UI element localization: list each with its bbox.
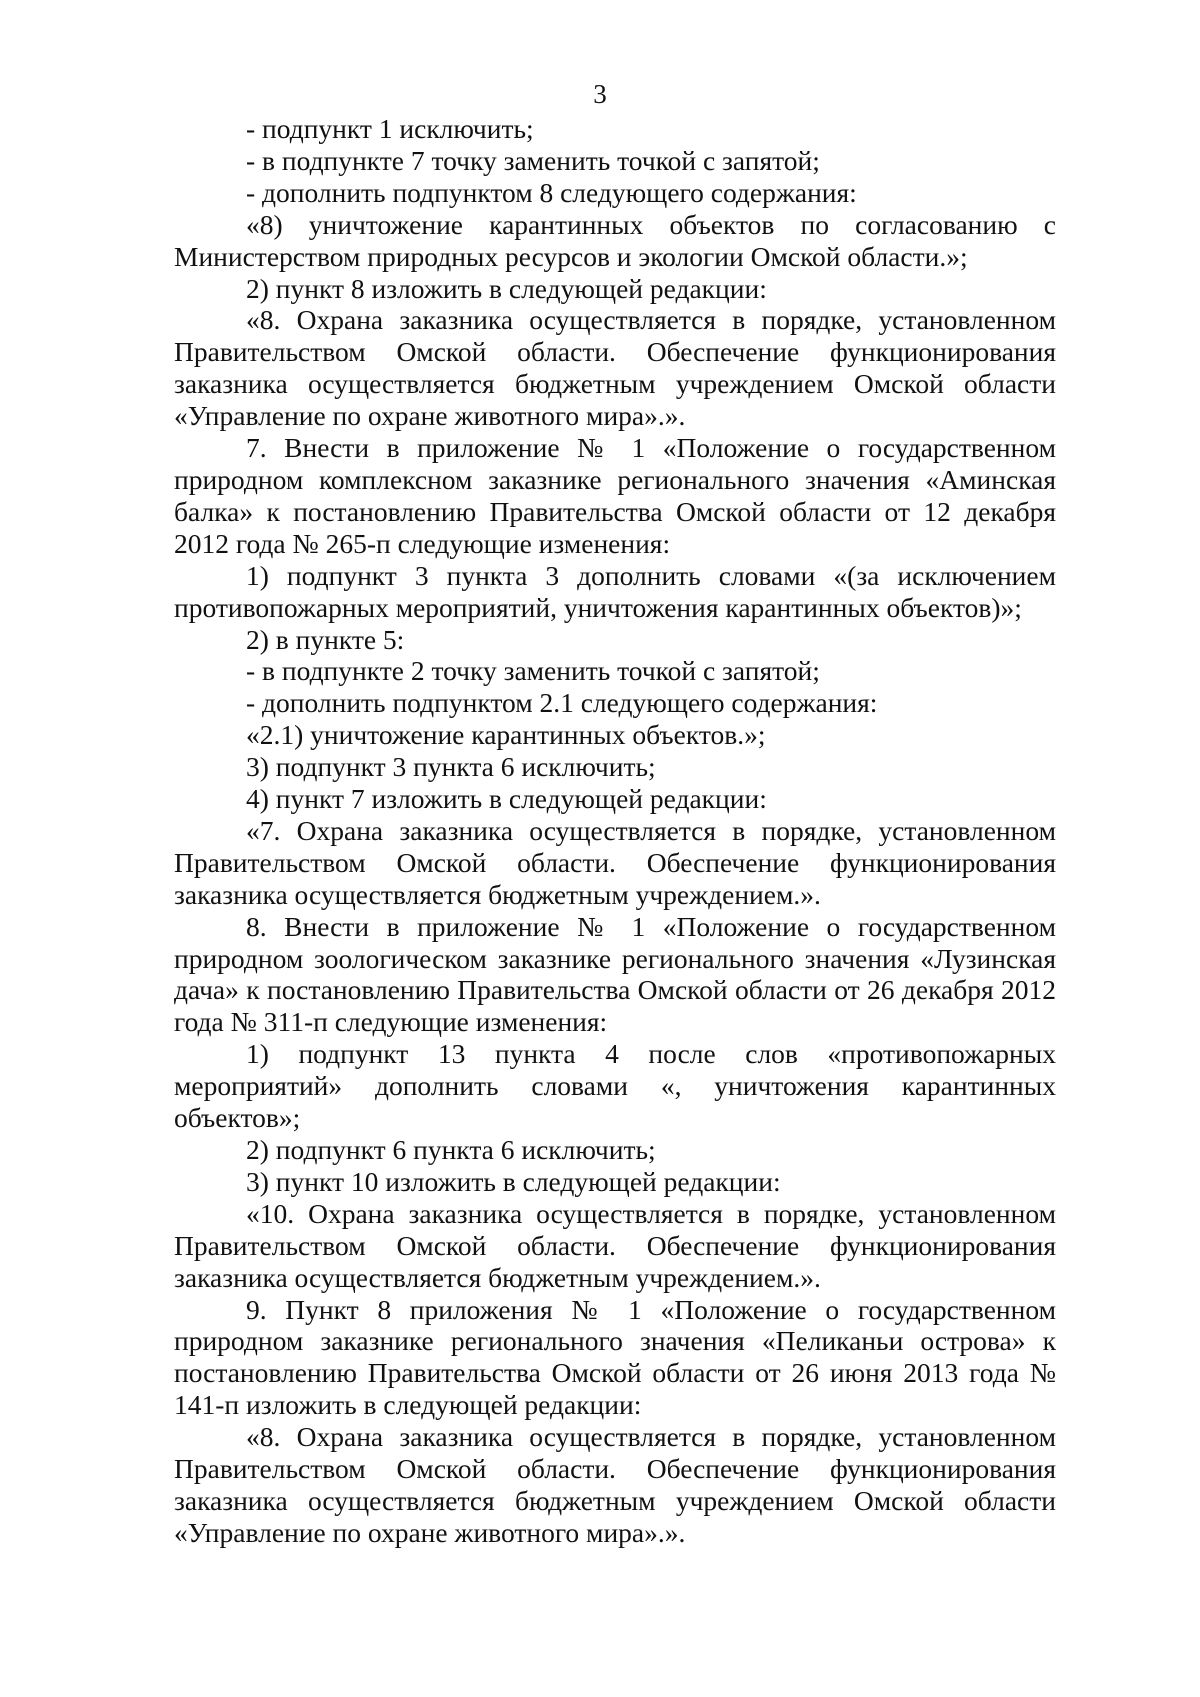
- paragraph-2: - в подпункте 7 точку заменить точкой с запятой;: [246, 144, 820, 176]
- paragraph-3: - дополнить подпунктом 8 следующего содержания:: [246, 176, 857, 208]
- paragraph-14: 4) пункт 7 изложить в следующей редакции:: [246, 783, 767, 815]
- paragraph-19: 3) пункт 10 изложить в следующей редакции:: [246, 1165, 781, 1197]
- paragraph-20: «10. Охрана заказника осуществляется в порядке, установленном Правительством Омской области. Обеспечение функционирования заказника осуществляется бюджетным учреждением.».: [174, 1197, 1056, 1293]
- paragraph-22: «8. Охрана заказника осуществляется в порядке, установленном Правительством Омской области. Обеспечение функционирования заказника осуществляется бюджетным учреждением Омской области «Управление по охране животного мира».».: [174, 1421, 1056, 1548]
- paragraph-7: 7. Внести в приложение № 1 «Положение о государственном природном комплексном заказнике регионального значения «Аминская балка» к постановлению Правительства Омской области от 12 декабря 2012 года № 265-п следующие изменения:: [174, 432, 1056, 559]
- paragraph-16: 8. Внести в приложение № 1 «Положение о государственном природном зоологическом заказнике регионального значения «Лузинская дача» к постановлению Правительства Омской области от 26 декабря 2012 года № 311-п следующие изменения:: [174, 910, 1056, 1038]
- paragraph-13: 3) подпункт 3 пункта 6 исключить;: [246, 751, 656, 783]
- paragraph-8: 1) подпункт 3 пункта 3 дополнить словами «(за исключением противопожарных мероприятий, уничтожения карантинных объектов)»;: [174, 559, 1056, 623]
- paragraph-4: «8) уничтожение карантинных объектов по согласованию с Министерством природных ресурсов и экологии Омской области.»;: [174, 208, 1056, 272]
- document-body: [174, 113, 1056, 1549]
- paragraph-1: - подпункт 1 исключить;: [246, 113, 534, 144]
- paragraph-6: «8. Охрана заказника осуществляется в порядке, установленном Правительством Омской области. Обеспечение функционирования заказника осуществляется бюджетным учреждением Омской области «Управление по охране животного мира».».: [174, 304, 1056, 432]
- paragraph-17: 1) подпункт 13 пункта 4 после слов «противопожарных мероприятий» дополнить словами «, уничтожения карантинных объектов»;: [174, 1038, 1056, 1134]
- page-number: 3: [593, 79, 607, 109]
- paragraph-10: - в подпункте 2 точку заменить точкой с запятой;: [246, 655, 820, 687]
- paragraph-15: «7. Охрана заказника осуществляется в порядке, установленном Правительством Омской области. Обеспечение функционирования заказника осуществляется бюджетным учреждением.».: [174, 814, 1056, 910]
- paragraph-9: 2) в пункте 5:: [246, 623, 405, 655]
- paragraph-11: - дополнить подпунктом 2.1 следующего содержания:: [246, 687, 878, 719]
- paragraph-5: 2) пункт 8 изложить в следующей редакции:: [246, 272, 767, 304]
- paragraph-21: 9. Пункт 8 приложения № 1 «Положение о государственном природном заказнике регионального значения «Пеликаньи острова» к постановлению Правительства Омской области от 26 июня 2013 года № 141-п изложить в следующей редакции:: [174, 1293, 1056, 1421]
- paragraph-12: «2.1) уничтожение карантинных объектов.»;: [246, 719, 766, 751]
- paragraph-18: 2) подпункт 6 пункта 6 исключить;: [246, 1134, 656, 1165]
